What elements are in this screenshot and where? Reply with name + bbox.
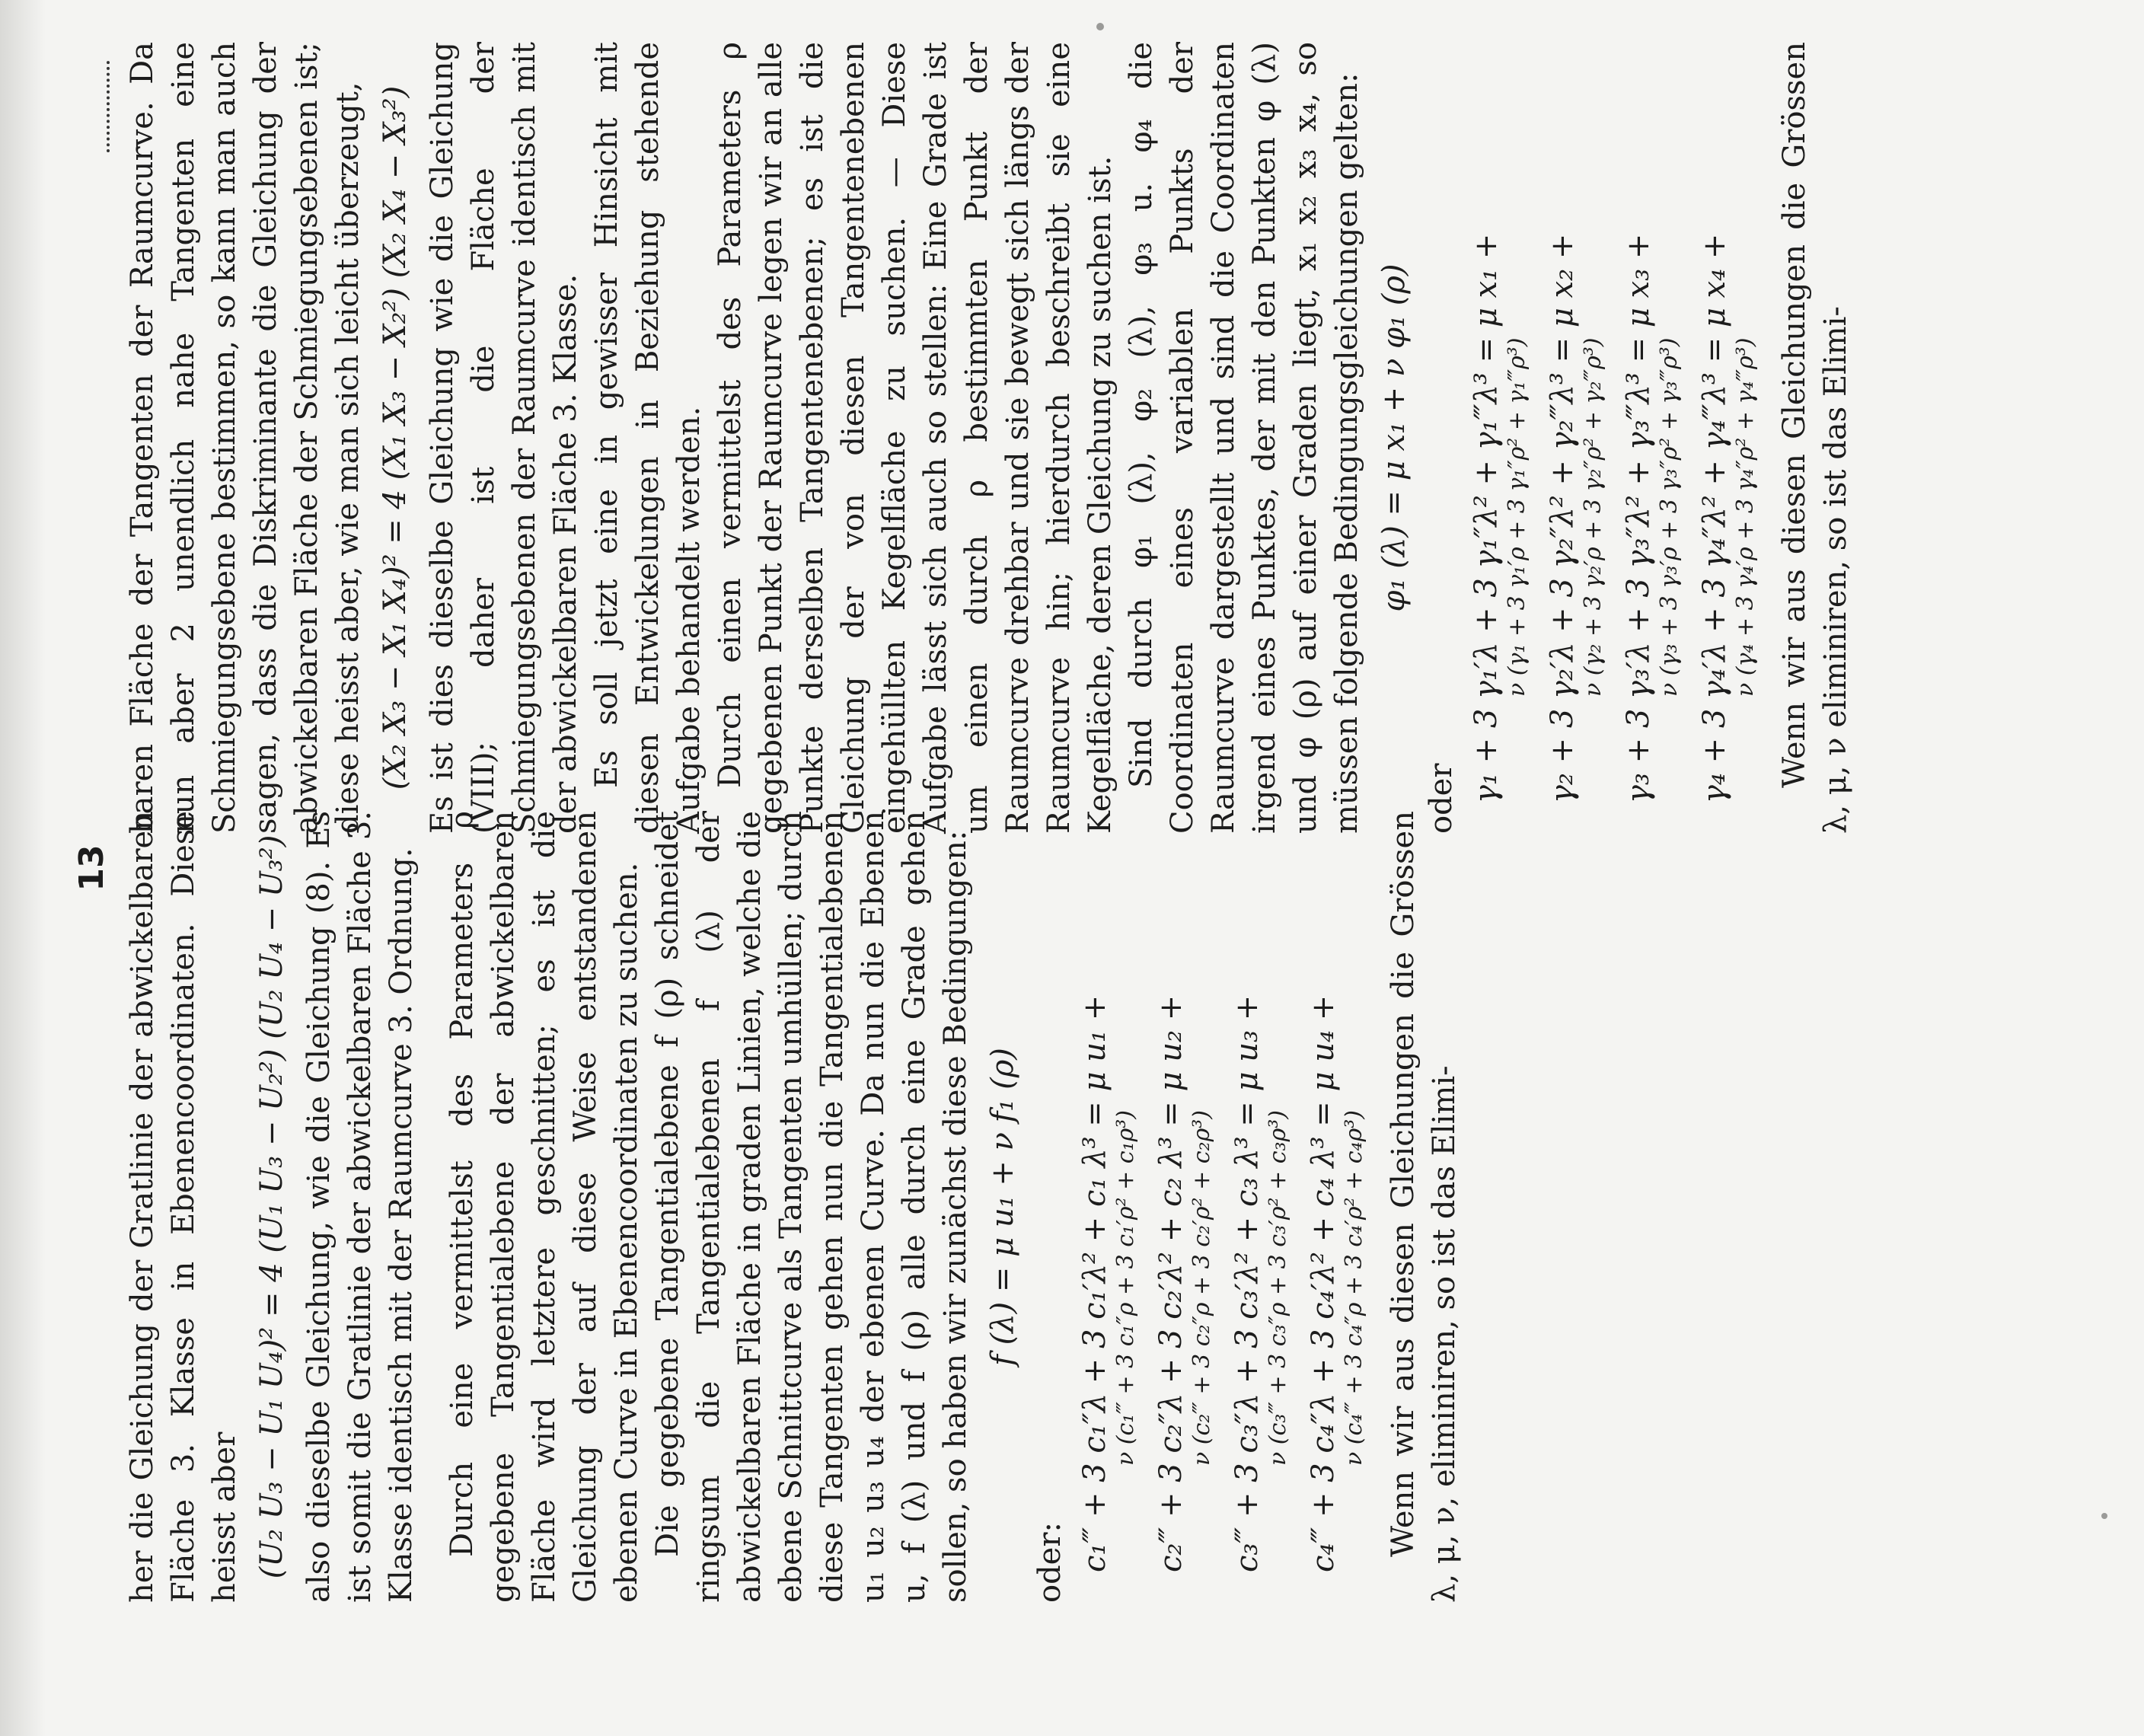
equation-line: γ₁ + 3 γ₁′λ + 3 γ₁″λ² + γ₁‴λ³ = μ x₁ + <box>1469 233 1504 803</box>
equation-line: ν (c₄‴ + 3 c₄″ρ + 3 c₄′ρ² + c₄ρ³) <box>1341 1110 1367 1466</box>
equation-line: ν (γ₃ + 3 γ₃′ρ + 3 γ₃″ρ² + γ₃‴ρ³) <box>1656 337 1683 697</box>
equation-line: c₄‴ + 3 c₄″λ + 3 c₄′λ² + c₄ λ³ = μ u₄ + <box>1306 994 1341 1572</box>
paragraph: Durch einen vermittelst des Parameters ρ gegebenen Punkt der Raumcurve legen wir an alle Punkte derselben Tangentenebenen; es ist die Gleichung der von diesen Tangentenebenen eingehüllten Kegelfläche zu suchen. — Diese Aufgabe lässt sich auch so stellen: Eine Grade ist um einen durch ρ bestimmten Punkt der Raumcurve drehbar und sie bewegt sich längs der Raumcurve hin; hierdurch beschreibt sie eine Kegelfläche, deren Gleichung zu suchen ist. <box>713 42 1118 834</box>
equation: f (λ) = μ u₁ + ν f₁ (ρ) <box>985 1048 1020 1366</box>
paragraph: baren Fläche der Tangenten der Raumcurve. Da nun aber 2 unendlich nahe Tangenten eine Schmiegungsebene bestimmen, so kann man auch sagen, dass die Diskriminante die Gleichung der abwickelbaren Fläche der Schmiegungsebenen ist; diese heisst aber, wie man sich leicht überzeugt, <box>125 42 365 834</box>
header-rule <box>107 61 110 152</box>
paragraph: Die gegebene Tangentialebene f (ρ) schneidet ringsum die Tangentialebenen f (λ) der abwickelbaren Fläche in graden Linien, welche die ebene Schnittcurve als Tangenten umhüllen; durch diese Tangenten gehen nun die Tangentialebenen u₁ u₂ u₃ u₄ der ebenen Curve. Da nun die Ebenen u, f (λ) und f (ρ) alle durch eine Grade gehen sollen, so haben wir zunächst diese Bedingungen: <box>650 811 973 1603</box>
equation-line: γ₄ + 3 γ₄′λ + 3 γ₄″λ² + γ₄‴λ³ = μ x₄ + <box>1697 233 1732 803</box>
connector-text: oder <box>1424 763 1459 834</box>
paragraph: her die Gleichung der Gratlinie der abwickelbaren Fläche 3. Klasse in Ebenencoordinaten. Diese heisst aber <box>125 811 242 1603</box>
print-speck <box>1096 23 1104 30</box>
connector-text: oder: <box>1032 1522 1067 1603</box>
equation-system <box>1469 42 1760 803</box>
paragraph: also dieselbe Gleichung, wie die Gleichung (8). Es ist somit die Gratlinie der abwickelbaren Fläche 3. Klasse identisch mit der Raumcurve 3. Ordnung. <box>302 811 419 1603</box>
page-edge-shadow <box>0 0 46 1736</box>
paragraph: Wenn wir aus diesen Gleichungen die Grössen λ, μ, ν eliminiren, so ist das Elimi- <box>1777 42 1853 834</box>
equation-line: ν (c₁‴ + 3 c₁″ρ + 3 c₁′ρ² + c₁ρ³) <box>1112 1110 1139 1466</box>
right-column <box>122 42 1856 834</box>
page-number: 13 <box>72 844 111 892</box>
equation: (X₂ X₃ − X₁ X₄)² = 4 (X₁ X₃ − X₂²) (X₂ X₄ − X₃²) <box>378 85 413 790</box>
equation: φ₁ (λ) = μ x₁ + ν φ₁ (ρ) <box>1377 263 1412 612</box>
paragraph: Wenn wir aus diesen Gleichungen die Grössen λ, μ, ν, eliminiren, so ist das Elimi- <box>1386 811 1462 1603</box>
equation-line: c₂‴ + 3 c₂″λ + 3 c₂′λ² + c₂ λ³ = μ u₂ + <box>1153 994 1188 1572</box>
equation-line: c₁‴ + 3 c₁″λ + 3 c₁′λ² + c₁ λ³ = μ u₁ + <box>1077 994 1112 1572</box>
equation-line: c₃‴ + 3 c₃″λ + 3 c₃′λ² + c₃ λ³ = μ u₃ + <box>1230 994 1265 1572</box>
equation-line: ν (c₃‴ + 3 c₃″ρ + 3 c₃′ρ² + c₃ρ³) <box>1265 1110 1291 1466</box>
paragraph: Es ist dies dieselbe Gleichung wie die Gleichung (VIII); daher ist die Fläche der Schmiegungsebenen der Raumcurve identisch mit der abwickelbaren Fläche 3. Klasse. <box>425 42 583 834</box>
paragraph: Sind durch φ₁ (λ), φ₂ (λ), φ₃ u. φ₄ die Coordinaten eines variablen Punkts der Raumcurve dargestellt und sind die Coordinaten irgend eines Punktes, der mit den Punkten φ (λ) und φ (ρ) auf einer Graden liegt, x₁ x₂ x₃ x₄, so müssen folgende Bedingungsgleichungen gelten: <box>1124 41 1364 834</box>
equation-line: ν (c₂‴ + 3 c₂″ρ + 3 c₂′ρ² + c₂ρ³) <box>1188 1110 1215 1466</box>
paragraph: Durch eine vermittelst des Parameters ρ gegebene Tangentialebene der abwickelbaren Fläche wird letztere geschnitten; es ist die Gleichung der auf diese Weise entstandenen ebenen Curve in Ebenencoordinaten zu suchen. <box>445 811 644 1603</box>
equation-line: γ₃ + 3 γ₃′λ + 3 γ₃″λ² + γ₃‴λ³ = μ x₃ + <box>1621 233 1656 803</box>
paragraph: Es soll jetzt eine in gewisser Hinsicht mit diesen Entwickelungen in Beziehung stehende Aufgabe behandelt werden. <box>589 42 707 834</box>
left-column <box>122 811 1465 1603</box>
equation-line: ν (γ₁ + 3 γ₁′ρ + 3 γ₁″ρ² + γ₁‴ρ³) <box>1504 337 1530 697</box>
equation-system <box>1078 811 1369 1572</box>
equation: (U₂ U₃ − U₁ U₄)² = 4 (U₁ U₃ − U₂²) (U₂ U₄ − U₃²) <box>254 834 289 1579</box>
equation-line: ν (γ₄ + 3 γ₄′ρ + 3 γ₄″ρ² + γ₄‴ρ³) <box>1732 337 1759 697</box>
equation-line: γ₂ + 3 γ₂′λ + 3 γ₂″λ² + γ₂‴λ³ = μ x₂ + <box>1545 233 1580 803</box>
equation-line: ν (γ₂ + 3 γ₂′ρ + 3 γ₂″ρ² + γ₂‴ρ³) <box>1580 337 1606 697</box>
print-speck <box>2101 1513 2107 1519</box>
